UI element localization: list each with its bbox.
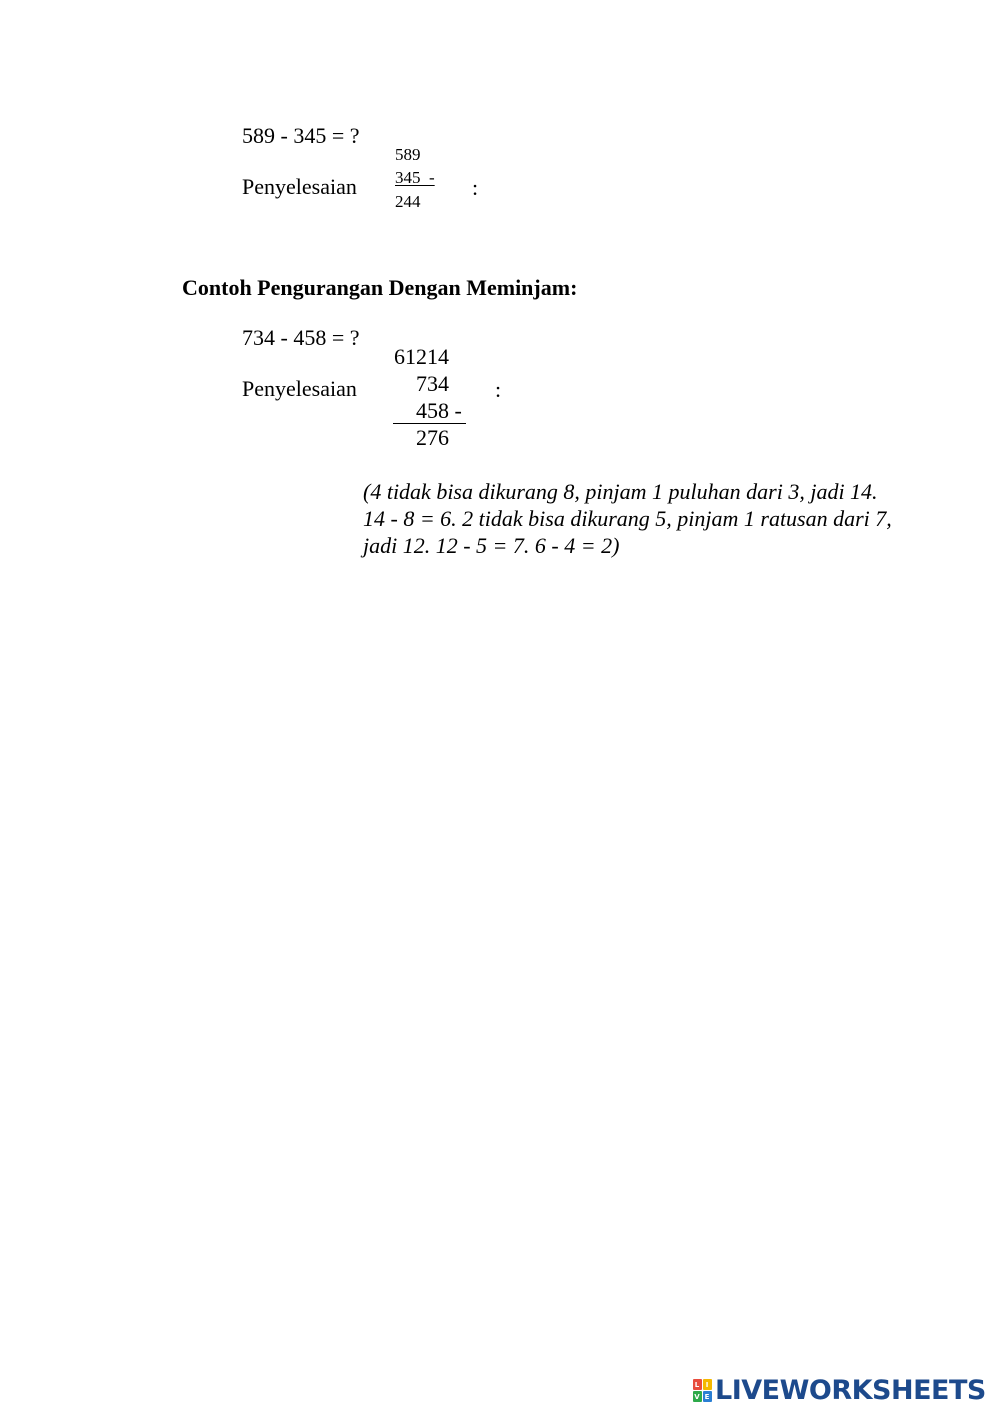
example2-subtraction-line: [393, 423, 466, 424]
example2-top-number: 734: [416, 371, 449, 396]
example2-result: 276: [416, 425, 449, 450]
logo-mark-l: L: [693, 1379, 702, 1390]
example1-top-number: 589: [395, 145, 421, 164]
logo-mark-v: V: [694, 1392, 700, 1401]
example1-subtrahend: 345 -: [395, 168, 435, 187]
liveworksheets-mark-icon: [692, 1378, 712, 1402]
example1-colon: :: [472, 175, 479, 200]
example1-result: 244: [395, 192, 421, 211]
explanation-note: (4 tidak bisa dikurang 8, pinjam 1 puluhan dari 3, jadi 14. 14 - 8 = 6. 2 tidak bisa dikurang 5, pinjam 1 ratusan dari 7, jadi 12. 12 - 5 = 7. 6 - 4 = 2): [363, 479, 892, 558]
example2-subtrahend: 458 -: [416, 398, 462, 423]
liveworksheets-logo: [692, 1375, 986, 1405]
example2-borrow-digits: 61214: [394, 344, 449, 369]
example1-equation: 589 - 345 = ?: [242, 123, 360, 148]
logo-mark-i: I: [703, 1379, 712, 1390]
example2-colon: :: [495, 377, 502, 402]
section-heading: Contoh Pengurangan Dengan Meminjam:: [182, 275, 578, 300]
liveworksheets-wordmark: LIVEWORKSHEETS: [715, 1374, 986, 1406]
example2-equation: 734 - 458 = ?: [242, 325, 360, 350]
example2-solution-label: Penyelesaian: [242, 376, 357, 401]
example1-solution-label: Penyelesaian: [242, 174, 357, 199]
logo-mark-e: E: [703, 1391, 712, 1402]
